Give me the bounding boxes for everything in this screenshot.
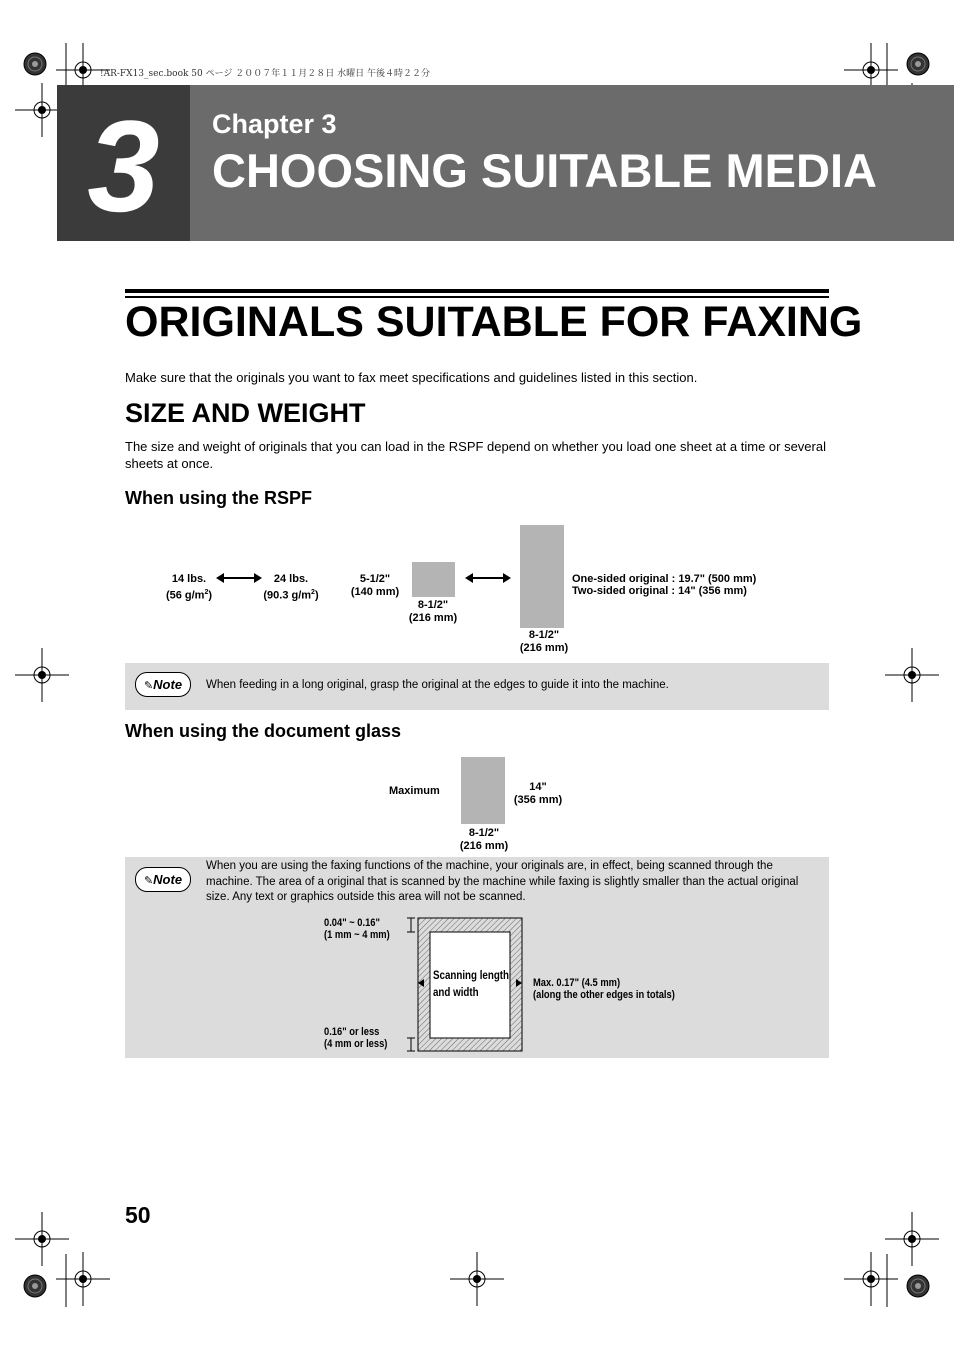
glass-original-sheet [461, 757, 505, 824]
glass-maximum-label: Maximum [389, 785, 440, 797]
bottom-margin-label: 0.16" or less (4 mm or less) [324, 1026, 388, 1050]
double-arrow-icon [216, 572, 262, 584]
top-margin-label: 0.04" ~ 0.16" (1 mm ~ 4 mm) [324, 917, 390, 941]
note-icon: ✎Note [135, 672, 191, 697]
chapter-label: Chapter 3 [212, 109, 337, 139]
glass-height: 14" (356 mm) [513, 781, 563, 806]
section-title: ORIGINALS SUITABLE FOR FAXING [125, 298, 863, 346]
note-text-rspf: When feeding in a long original, grasp the original at the edges to guide it into the machine. [206, 679, 669, 691]
size-weight-title: SIZE AND WEIGHT [125, 398, 366, 428]
double-arrow-icon [465, 572, 511, 584]
small-original-width: 8-1/2" (216 mm) [408, 599, 458, 624]
note-icon: ✎Note [135, 867, 191, 892]
small-original-sheet [412, 562, 455, 597]
rspf-title: When using the RSPF [125, 488, 312, 508]
scan-area-label: Scanning length and width [433, 970, 510, 999]
glass-title: When using the document glass [125, 721, 402, 741]
size-weight-body: The size and weight of originals that you can load in the RSPF depend on whether you load one sheet at a time or several sheets at once. [125, 439, 826, 471]
chapter-number-block [57, 85, 190, 241]
page-number: 50 [125, 1202, 151, 1228]
note-text-scan-area: When you are using the faxing functions of the machine, your originals are, in effect, being scanned through the machine. The area of a original that is scanned by the machine while faxing is slightly smaller than the actual original size. Any text or graphics outside this area will not be scanned. [206, 860, 799, 903]
side-margin-label: Max. 0.17" (4.5 mm) (along the other edges in totals) [533, 977, 675, 1001]
source-file-line: !AR-FX13_sec.book 50 ページ ２００７年１１月２８日 水曜日 午後４時２２分 [100, 69, 431, 79]
long-original-sheet [520, 525, 564, 628]
weight-max: 24 lbs. (90.3 $g/m^2$) [263, 573, 319, 602]
chapter-title-block [190, 85, 954, 241]
section-intro: Make sure that the originals you want to fax meet specifications and guidelines listed in this section. [125, 370, 698, 385]
long-original-lengths: One-sided original : 19.7" (500 mm) Two-sided original : 14" (356 mm) [572, 573, 757, 597]
note-box-rspf [125, 663, 829, 710]
heading-rule-thick [125, 289, 829, 293]
long-original-width: 8-1/2" (216 mm) [519, 629, 569, 654]
chapter-number: 3 [87, 93, 160, 239]
weight-min: 14 lbs. (56 $g/m^2$) [165, 573, 213, 602]
glass-width: 8-1/2" (216 mm) [459, 827, 509, 852]
small-original-height: 5-1/2" (140 mm) [350, 573, 400, 598]
chapter-title: CHOOSING SUITABLE MEDIA [212, 144, 877, 197]
